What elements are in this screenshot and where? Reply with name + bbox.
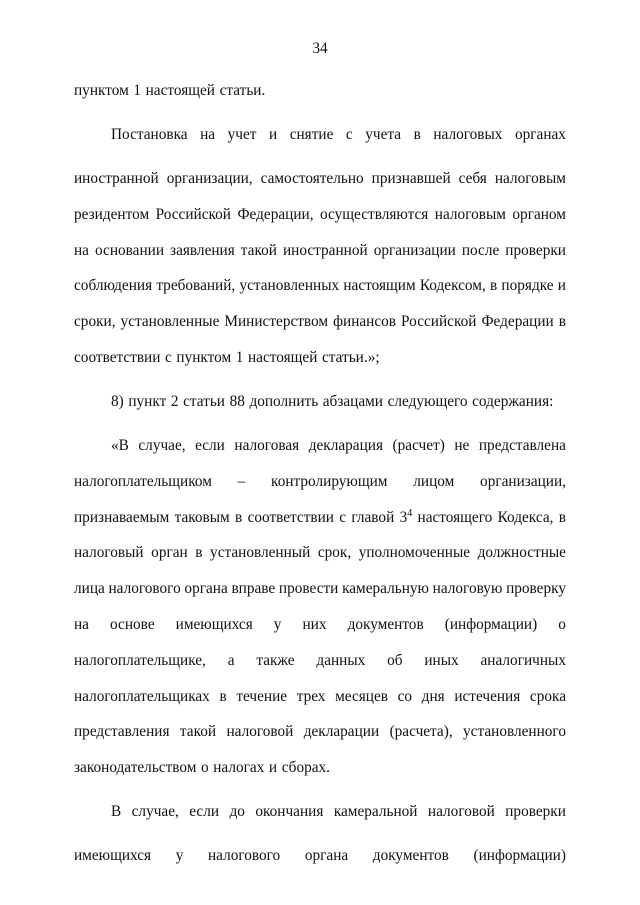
text-line: налогоплательщике, а также данных об иных аналогичных [74, 651, 566, 669]
text-line: иностранной организации, самостоятельно признавшей себя налоговым [74, 170, 566, 187]
text-line: 8) пункт 2 статьи 88 дополнить абзацами следующего содержания: [111, 392, 554, 410]
text-line: «В случае, если налоговая декларация (расчет) не представлена [111, 436, 566, 454]
text-line: налогоплательщиках в течение трех месяцев со дня истечения срока [74, 687, 566, 705]
text-line: на основании заявления такой иностранной организации после проверки [74, 241, 566, 259]
text-line: соответствии с пунктом 1 настоящей статьи.»; [74, 348, 380, 366]
text-line: Постановка на учет и снятие с учета в налоговых органах [111, 126, 566, 143]
text-line: лица налогового органа вправе провести камеральную налоговую проверку [74, 580, 566, 598]
text-line: резидентом Российской Федерации, осуществляются налоговым органом [74, 205, 566, 223]
text-line: признаваемым таковым в соответствии с главой $3^4$ настоящего Кодекса, в [74, 507, 566, 526]
page-number: 34 [312, 40, 328, 57]
text-line: представления такой налоговой декларации (расчета), установленного [74, 723, 566, 741]
text-line: имеющихся у налогового органа документов (информации) [74, 847, 566, 865]
text-line: законодательством о налогах и сборах. [74, 759, 331, 777]
text-line: налогоплательщиком – контролирующим лицом организации, [74, 472, 566, 490]
body-text [74, 81, 566, 882]
text-line: на основе имеющихся у них документов (информации) о [74, 615, 566, 633]
text-line: сроки, установленные Министерством финансов Российской Федерации в [74, 313, 566, 331]
text-line: В случае, если до окончания камеральной налоговой проверки [111, 803, 566, 821]
text-line: пунктом 1 настоящей статьи. [74, 82, 266, 99]
text-line: налоговый орган в установленный срок, уполномоченные должностные [74, 544, 566, 562]
text-line: соблюдения требований, установленных настоящим Кодексом, в порядке и [74, 277, 566, 295]
superscript: 4 [407, 507, 413, 519]
